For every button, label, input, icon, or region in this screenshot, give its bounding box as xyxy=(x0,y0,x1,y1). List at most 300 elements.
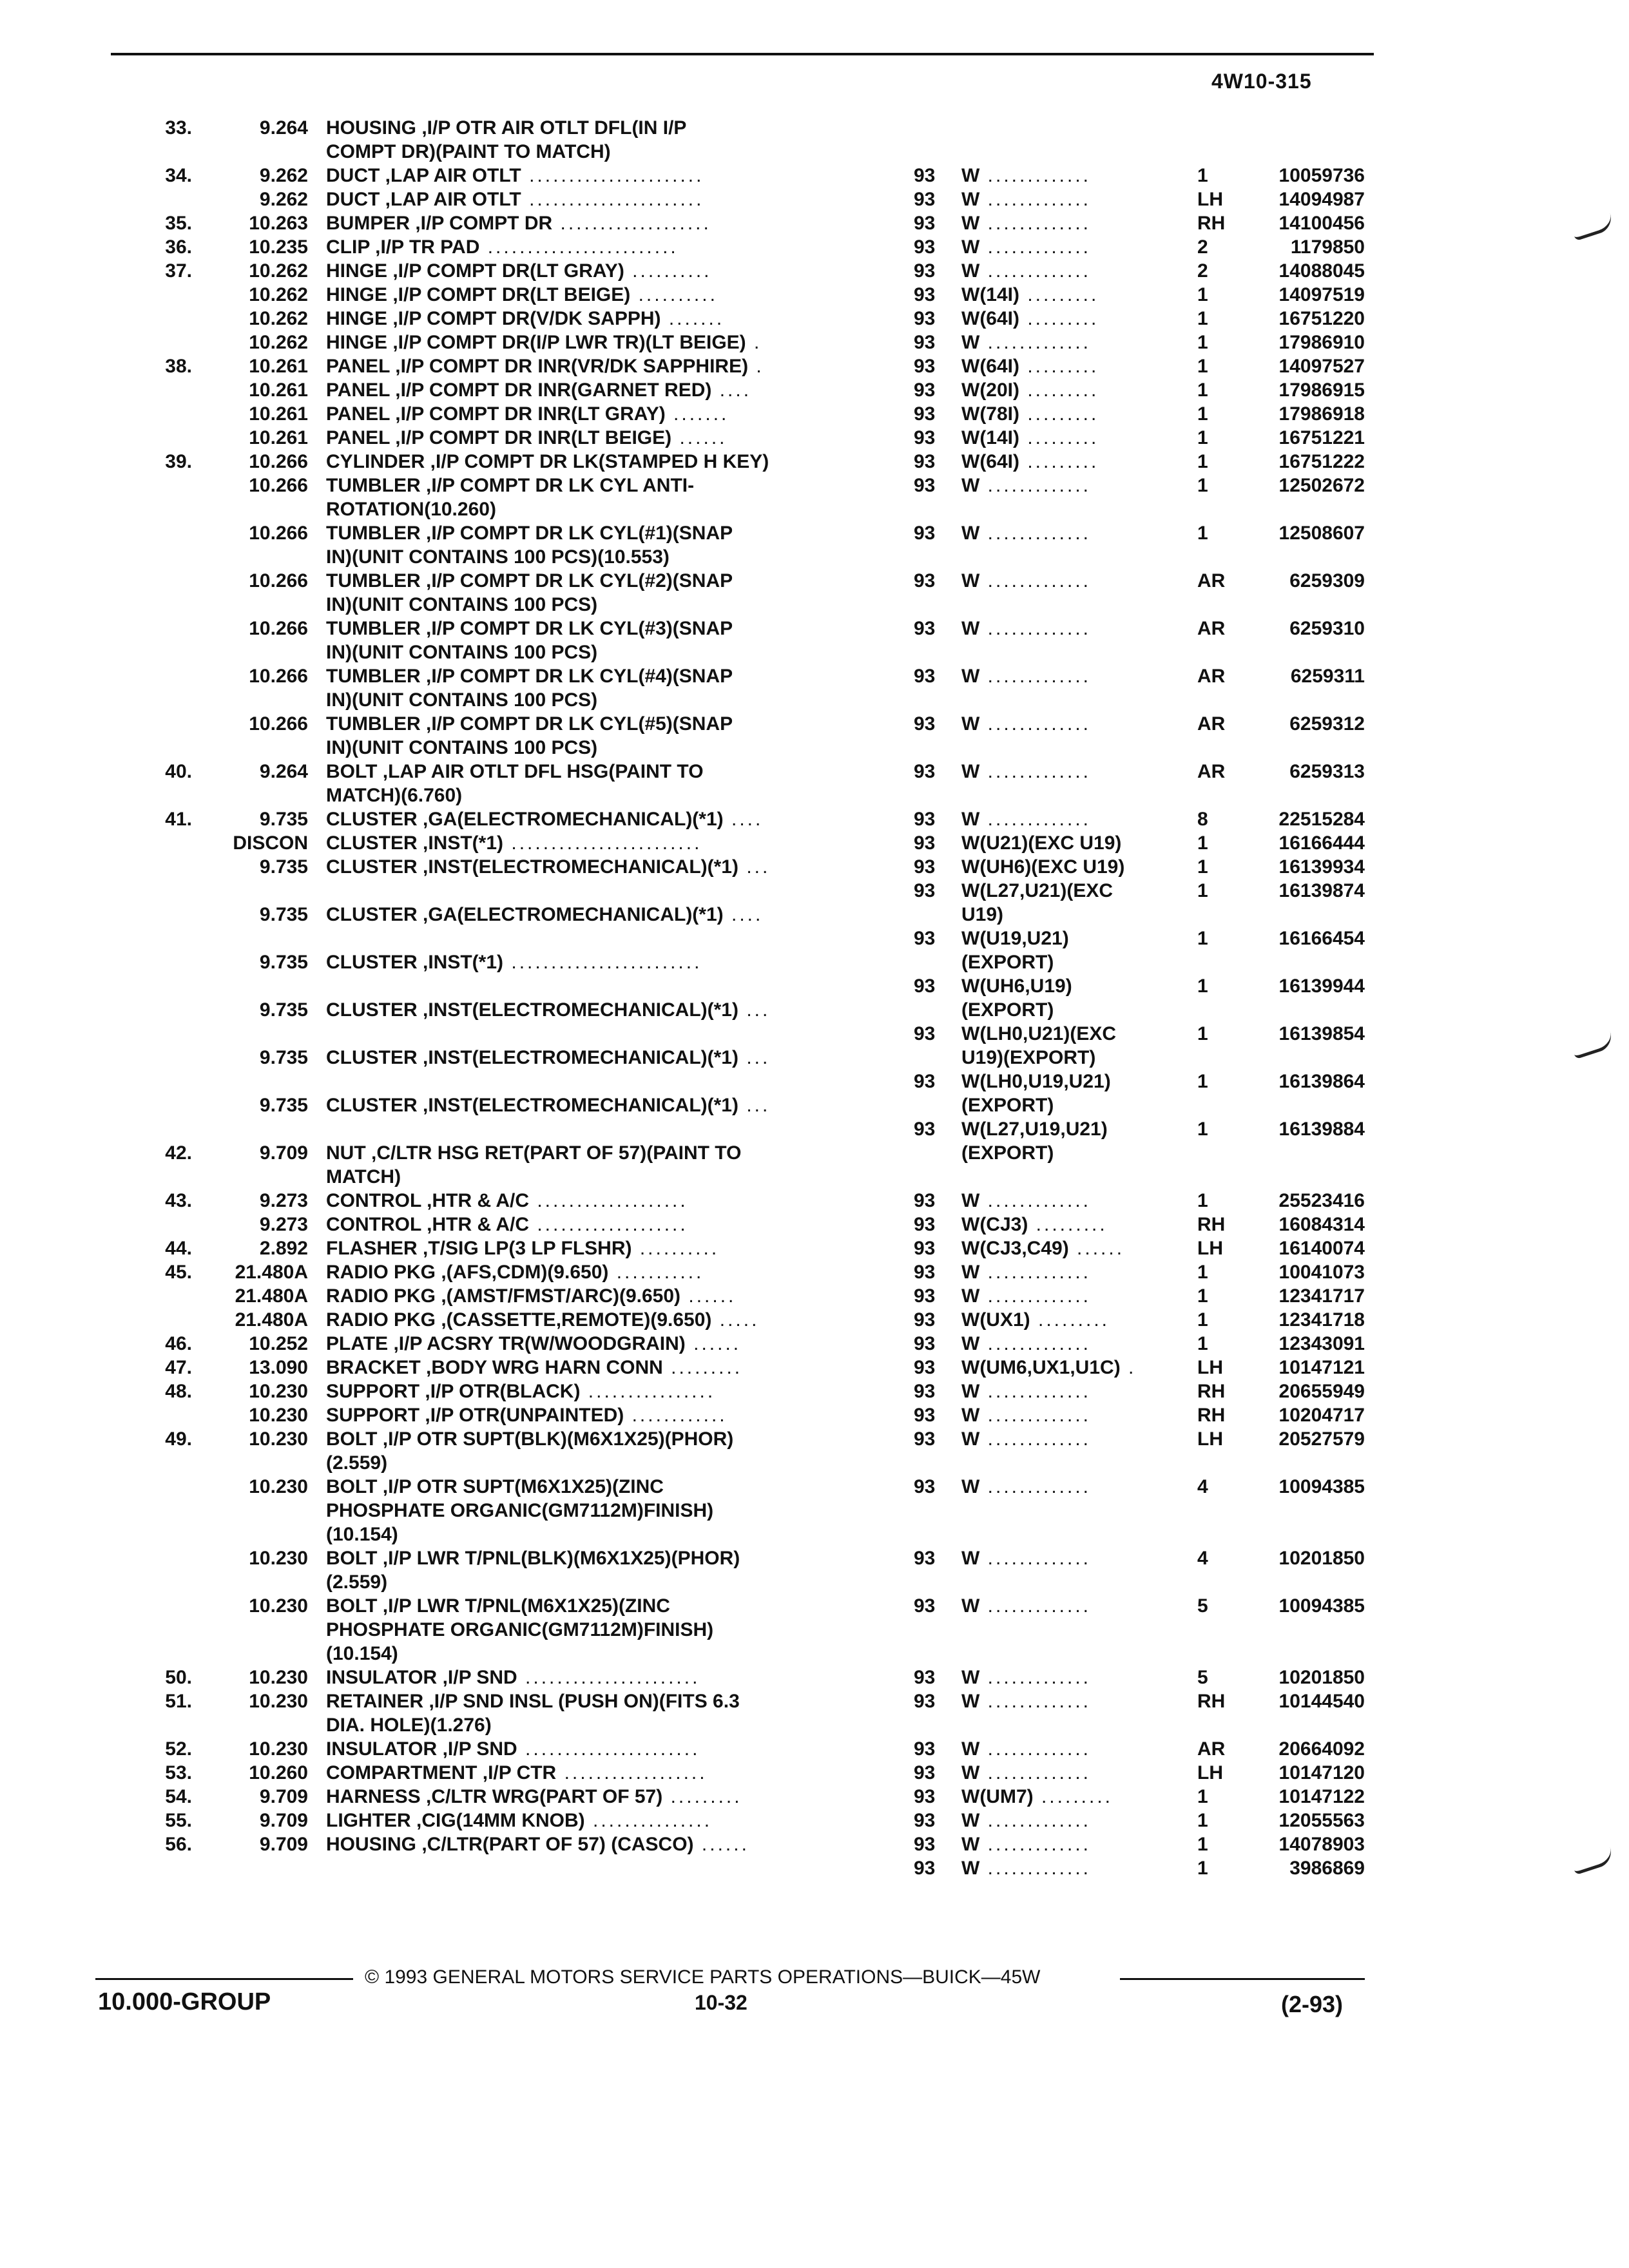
item-ref: 52. xyxy=(165,1738,192,1760)
table-row xyxy=(0,1546,1629,1617)
part-name: PANEL xyxy=(326,427,390,448)
group-number: 2.892 xyxy=(259,1238,308,1259)
part-description xyxy=(326,354,861,378)
quantity: 5 xyxy=(1197,1595,1208,1617)
quantity: LH xyxy=(1197,1762,1223,1783)
quantity: 4 xyxy=(1197,1548,1208,1569)
leader-dots: ............. xyxy=(979,332,1092,353)
leader-dots: . xyxy=(748,356,764,377)
group-number: 10.230 xyxy=(249,1738,308,1760)
footer-date: (2-93) xyxy=(1281,1991,1344,2017)
part-number: 14097519 xyxy=(1278,284,1365,305)
part-detail: ,I/P COMPT DR INR(LT GRAY) xyxy=(389,403,666,425)
part-name: CLUSTER xyxy=(326,856,418,878)
model-year: 93 xyxy=(914,1548,936,1569)
leader-dots: ... xyxy=(738,1047,771,1068)
group-number: 10.230 xyxy=(249,1405,308,1426)
part-detail: ,I/P COMPT DR LK CYL(#4)(SNAP IN)(UNIT CONTAINS 100 PCS) xyxy=(326,666,733,711)
page-id: 4W10-315 xyxy=(1211,70,1312,93)
part-description xyxy=(326,1666,861,1689)
body-code-text: W xyxy=(961,213,980,234)
group-number: 10.262 xyxy=(249,284,308,305)
part-detail: ,I/P OTR(UNPAINTED) xyxy=(419,1405,624,1426)
body-code xyxy=(961,1856,1206,1880)
quantity: AR xyxy=(1197,570,1226,591)
part-number: 20655949 xyxy=(1278,1381,1365,1402)
part-name: CONTROL xyxy=(326,1190,421,1211)
part-number: 6259310 xyxy=(1289,618,1365,639)
quantity: 1 xyxy=(1197,1834,1208,1855)
group-number: 9.709 xyxy=(259,1142,308,1164)
part-name: HOUSING xyxy=(326,117,417,139)
part-detail: ,LAP AIR OTLT xyxy=(380,189,521,210)
part-detail: ,I/P COMPT DR xyxy=(410,213,553,234)
item-ref: 38. xyxy=(165,356,192,377)
part-name: NUT xyxy=(326,1142,366,1164)
part-name: CLUSTER xyxy=(326,1095,418,1116)
part-detail: ,HTR & A/C xyxy=(421,1190,529,1211)
part-detail: ,I/P SND xyxy=(437,1738,517,1760)
leader-dots: . xyxy=(746,332,762,353)
part-number: 14097527 xyxy=(1278,356,1365,377)
group-number: 10.230 xyxy=(249,1691,308,1712)
item-ref: 34. xyxy=(165,165,192,186)
body-code-text: W xyxy=(961,1190,980,1211)
part-name: TUMBLER xyxy=(326,666,421,687)
part-description xyxy=(326,1809,861,1832)
group-number: 10.230 xyxy=(249,1548,308,1569)
part-description xyxy=(326,569,861,617)
part-description xyxy=(326,259,861,283)
part-name: RADIO PKG xyxy=(326,1309,436,1331)
part-detail: ,BODY WRG HARN CONN xyxy=(420,1357,663,1378)
body-code-text: W(20I) xyxy=(961,380,1019,401)
quantity: RH xyxy=(1197,213,1226,234)
footer-page-number: 10-32 xyxy=(695,1991,747,2014)
model-year: 93 xyxy=(914,1858,936,1879)
part-name: TUMBLER xyxy=(326,618,421,639)
part-number: 16139884 xyxy=(1278,1119,1365,1140)
model-year: 93 xyxy=(914,1262,936,1283)
quantity: 1 xyxy=(1197,975,1208,997)
part-name: PLATE xyxy=(326,1333,389,1354)
leader-dots: ......... xyxy=(1019,451,1099,472)
part-number: 12502672 xyxy=(1278,475,1365,496)
part-number: 6259309 xyxy=(1289,570,1365,591)
quantity: 1 xyxy=(1197,1309,1208,1331)
leader-dots: ............. xyxy=(979,1381,1092,1402)
part-description xyxy=(326,211,861,235)
leader-dots: ............. xyxy=(979,666,1092,687)
quantity: 1 xyxy=(1197,284,1208,305)
leader-dots: ............. xyxy=(979,1810,1092,1831)
part-description xyxy=(326,402,861,426)
part-detail: ,I/P COMPT DR INR(GARNET RED) xyxy=(389,380,712,401)
part-detail: ,I/P OTR AIR OTLT DFL(IN I/P COMPT DR)(PAINT TO MATCH) xyxy=(326,117,687,162)
quantity: 1 xyxy=(1197,380,1208,401)
group-number: 10.230 xyxy=(249,1667,308,1688)
quantity: 1 xyxy=(1197,856,1208,878)
table-row xyxy=(0,1475,1629,1569)
body-code-text: W xyxy=(961,1333,980,1354)
body-code-text: W(UX1) xyxy=(961,1309,1030,1331)
item-ref: 50. xyxy=(165,1667,192,1688)
group-number: 10.252 xyxy=(249,1333,308,1354)
leader-dots: ............. xyxy=(979,1834,1092,1855)
leader-dots: ............. xyxy=(979,1285,1092,1307)
leader-dots: ............. xyxy=(979,1548,1092,1569)
leader-dots: ................... xyxy=(529,1190,688,1211)
model-year: 93 xyxy=(914,856,936,878)
footer-copyright: © 1993 GENERAL MOTORS SERVICE PARTS OPERATIONS—BUICK—45W xyxy=(365,1966,1041,1988)
part-number: 14100456 xyxy=(1278,213,1365,234)
leader-dots: ............. xyxy=(979,1333,1092,1354)
part-description xyxy=(326,1189,861,1213)
part-name: CLUSTER xyxy=(326,809,418,830)
quantity: 1 xyxy=(1197,1285,1208,1307)
part-name: INSULATOR xyxy=(326,1667,438,1688)
model-year: 93 xyxy=(914,618,936,639)
part-description xyxy=(326,283,861,307)
part-number: 12508607 xyxy=(1278,523,1365,544)
quantity: 1 xyxy=(1197,1119,1208,1140)
part-description xyxy=(326,1332,861,1356)
part-detail: ,I/P OTR(BLACK) xyxy=(419,1381,581,1402)
model-year: 93 xyxy=(914,1691,936,1712)
part-number: 10059736 xyxy=(1278,165,1365,186)
model-year: 93 xyxy=(914,189,936,210)
group-number: 10.235 xyxy=(249,236,308,258)
footer-rule-left xyxy=(95,1978,353,1980)
quantity: 1 xyxy=(1197,832,1208,854)
group-number: 10.230 xyxy=(249,1381,308,1402)
leader-dots: ...... xyxy=(680,1285,737,1307)
leader-dots: ......... xyxy=(1030,1309,1110,1331)
quantity: 1 xyxy=(1197,1071,1208,1092)
model-year: 93 xyxy=(914,1428,936,1450)
part-name: CLUSTER xyxy=(326,832,418,854)
model-year: 93 xyxy=(914,308,936,329)
item-ref: 48. xyxy=(165,1381,192,1402)
part-detail: ,GA(ELECTROMECHANICAL)(*1) xyxy=(417,904,724,925)
quantity: 1 xyxy=(1197,427,1208,448)
part-description xyxy=(326,1141,861,1189)
model-year: 93 xyxy=(914,832,936,854)
leader-dots: .................. xyxy=(556,1762,708,1783)
body-code-text: W(14I) xyxy=(961,427,1019,448)
part-description xyxy=(326,474,861,521)
part-name: BOLT xyxy=(326,1548,378,1569)
quantity: RH xyxy=(1197,1381,1226,1402)
table-row xyxy=(0,164,1629,210)
body-code-text: W xyxy=(961,189,980,210)
body-code-text: W xyxy=(961,165,980,186)
model-year: 93 xyxy=(914,809,936,830)
footer-rule-right xyxy=(1120,1978,1365,1980)
model-year: 93 xyxy=(914,213,936,234)
leader-dots: ...... xyxy=(671,427,728,448)
leader-dots: ............. xyxy=(979,1667,1092,1688)
model-year: 93 xyxy=(914,427,936,448)
part-detail: ,I/P SND INSL (PUSH ON)(FITS 6.3 DIA. HOLE)(1.276) xyxy=(326,1691,740,1736)
leader-dots: .......... xyxy=(631,1238,720,1259)
part-description xyxy=(326,331,861,354)
part-number: 10201850 xyxy=(1278,1548,1365,1569)
quantity: 4 xyxy=(1197,1476,1208,1497)
part-number: 16139934 xyxy=(1278,856,1365,878)
model-year: 93 xyxy=(914,1381,936,1402)
part-number: 16140074 xyxy=(1278,1238,1365,1259)
part-number: 10147122 xyxy=(1278,1786,1365,1807)
leader-dots: ......... xyxy=(1019,427,1099,448)
model-year: 93 xyxy=(914,1810,936,1831)
part-name: RADIO PKG xyxy=(326,1285,436,1307)
model-year: 93 xyxy=(914,1285,936,1307)
model-year: 93 xyxy=(914,1834,936,1855)
part-detail: ,I/P COMPT DR(I/P LWR TR)(LT BEIGE) xyxy=(387,332,746,353)
leader-dots: ................ xyxy=(580,1381,716,1402)
leader-dots: ...................... xyxy=(521,165,704,186)
group-number: 9.709 xyxy=(259,1810,308,1831)
table-row xyxy=(0,998,1629,1068)
body-code-text: W xyxy=(961,1762,980,1783)
part-description xyxy=(326,712,861,760)
part-description xyxy=(326,1260,861,1284)
leader-dots: .......... xyxy=(630,284,718,305)
part-description xyxy=(326,307,861,331)
part-detail: ,I/P COMPT DR LK CYL(#3)(SNAP IN)(UNIT CONTAINS 100 PCS) xyxy=(326,618,733,663)
leader-dots: ......... xyxy=(662,1786,742,1807)
group-number: 10.261 xyxy=(249,356,308,377)
model-year: 93 xyxy=(914,1023,936,1044)
quantity: 1 xyxy=(1197,332,1208,353)
model-year: 93 xyxy=(914,1071,936,1092)
leader-dots: ......... xyxy=(1019,308,1099,329)
leader-dots: ...................... xyxy=(521,189,704,210)
body-code-text: W xyxy=(961,523,980,544)
group-number: 9.262 xyxy=(259,165,308,186)
part-name: HOUSING xyxy=(326,1834,417,1855)
leader-dots: ............. xyxy=(979,809,1092,830)
part-name: COMPARTMENT xyxy=(326,1762,477,1783)
part-detail: ,GA(ELECTROMECHANICAL)(*1) xyxy=(417,809,724,830)
group-number: 21.480A xyxy=(235,1262,308,1283)
quantity: 1 xyxy=(1197,1023,1208,1044)
quantity: LH xyxy=(1197,1238,1223,1259)
group-number: DISCON xyxy=(233,832,308,854)
model-year: 93 xyxy=(914,356,936,377)
part-description xyxy=(326,1546,861,1594)
quantity: 1 xyxy=(1197,928,1208,949)
body-code-text: W xyxy=(961,332,980,353)
group-number: 9.735 xyxy=(259,1047,308,1068)
group-number: 9.735 xyxy=(259,999,308,1021)
item-ref: 55. xyxy=(165,1810,192,1831)
part-name: CLUSTER xyxy=(326,952,418,973)
leader-dots: ............. xyxy=(979,165,1092,186)
part-detail: ,C/LTR WRG(PART OF 57) xyxy=(420,1786,663,1807)
table-row xyxy=(0,1427,1629,1497)
part-description xyxy=(326,807,861,831)
model-year: 93 xyxy=(914,1786,936,1807)
leader-dots: ............. xyxy=(979,189,1092,210)
part-description xyxy=(326,950,861,974)
table-row xyxy=(0,521,1629,591)
leader-dots: ......... xyxy=(1033,1786,1113,1807)
group-number: 10.262 xyxy=(249,308,308,329)
group-number: 10.266 xyxy=(249,451,308,472)
leader-dots: ............. xyxy=(979,1405,1092,1426)
item-ref: 35. xyxy=(165,213,192,234)
part-description xyxy=(326,831,861,855)
model-year: 93 xyxy=(914,1738,936,1760)
part-name: PANEL xyxy=(326,403,390,425)
group-number: 10.263 xyxy=(249,213,308,234)
group-number: 9.735 xyxy=(259,952,308,973)
model-year: 93 xyxy=(914,570,936,591)
group-number: 9.264 xyxy=(259,117,308,139)
group-number: 10.230 xyxy=(249,1428,308,1450)
part-detail: ,I/P COMPT DR INR(VR/DK SAPPHIRE) xyxy=(389,356,749,377)
quantity: 1 xyxy=(1197,308,1208,329)
part-number: 1179850 xyxy=(1290,236,1365,258)
model-year: 93 xyxy=(914,928,936,949)
part-number: 17986918 xyxy=(1278,403,1365,425)
body-code-text: W(UM7) xyxy=(961,1786,1034,1807)
leader-dots: ........................ xyxy=(479,236,679,258)
table-row xyxy=(0,617,1629,687)
body-code-text: W xyxy=(961,1595,980,1617)
model-year: 93 xyxy=(914,1405,936,1426)
item-ref: 40. xyxy=(165,761,192,782)
group-number: 9.709 xyxy=(259,1834,308,1855)
part-name: HINGE xyxy=(326,284,388,305)
body-code-text: W xyxy=(961,236,980,258)
leader-dots: ...... xyxy=(1068,1238,1125,1259)
part-number: 17986910 xyxy=(1278,332,1365,353)
body-code-text: W xyxy=(961,761,980,782)
part-description xyxy=(326,1236,861,1260)
part-description xyxy=(326,235,861,259)
leader-dots: ...................... xyxy=(517,1667,700,1688)
part-number: 16084314 xyxy=(1278,1214,1365,1235)
part-description xyxy=(326,664,861,712)
part-number: 16139854 xyxy=(1278,1023,1365,1044)
part-description xyxy=(326,1475,861,1546)
model-year: 93 xyxy=(914,165,936,186)
part-name: DUCT xyxy=(326,165,380,186)
quantity: LH xyxy=(1197,1357,1223,1378)
part-description xyxy=(326,1403,861,1427)
part-number: 12055563 xyxy=(1278,1810,1365,1831)
part-name: BUMPER xyxy=(326,213,410,234)
part-number: 20527579 xyxy=(1278,1428,1365,1450)
leader-dots: ............. xyxy=(979,1428,1092,1450)
part-detail: ,I/P COMPT DR LK CYL(#1)(SNAP IN)(UNIT CONTAINS 100 PCS)(10.553) xyxy=(326,523,733,568)
group-number: 9.262 xyxy=(259,189,308,210)
part-detail: ,I/P OTR SUPT(BLK)(M6X1X25)(PHOR) (2.559) xyxy=(326,1428,734,1474)
part-name: CLUSTER xyxy=(326,1047,418,1068)
part-name: HINGE xyxy=(326,308,388,329)
part-name: CYLINDER xyxy=(326,451,425,472)
part-name: INSULATOR xyxy=(326,1738,438,1760)
quantity: AR xyxy=(1197,666,1226,687)
leader-dots: ......... xyxy=(1019,356,1099,377)
group-number: 9.273 xyxy=(259,1190,308,1211)
part-number: 10094385 xyxy=(1278,1595,1365,1617)
body-code-text: W(UH6,U19) (EXPORT) xyxy=(961,975,1072,1021)
group-number: 21.480A xyxy=(235,1309,308,1331)
table-row xyxy=(0,1189,1629,1235)
leader-dots: ............... xyxy=(584,1810,713,1831)
model-year: 93 xyxy=(914,1238,936,1259)
part-name: HINGE xyxy=(326,332,388,353)
model-year: 93 xyxy=(914,1214,936,1235)
part-detail: ,I/P COMPT DR(V/DK SAPPH) xyxy=(387,308,661,329)
model-year: 93 xyxy=(914,475,936,496)
part-name: TUMBLER xyxy=(326,523,421,544)
group-number: 10.262 xyxy=(249,260,308,282)
leader-dots: ............. xyxy=(979,475,1092,496)
leader-dots: ............. xyxy=(979,1262,1092,1283)
group-number: 10.262 xyxy=(249,332,308,353)
part-name: DUCT xyxy=(326,189,380,210)
part-detail: ,(CASSETTE,REMOTE)(9.650) xyxy=(436,1309,712,1331)
part-description xyxy=(326,1284,861,1308)
item-ref: 37. xyxy=(165,260,192,282)
part-description xyxy=(326,1761,861,1785)
part-description xyxy=(326,1689,861,1737)
item-ref: 33. xyxy=(165,117,192,139)
part-detail: ,I/P LWR T/PNL(BLK)(M6X1X25)(PHOR) (2.559) xyxy=(326,1548,740,1593)
part-number: 16751221 xyxy=(1278,427,1365,448)
model-year: 93 xyxy=(914,1357,936,1378)
part-number: 10041073 xyxy=(1278,1262,1365,1283)
group-number: 10.266 xyxy=(249,523,308,544)
part-number: 10094385 xyxy=(1278,1476,1365,1497)
model-year: 93 xyxy=(914,260,936,282)
body-code-text: W xyxy=(961,1548,980,1569)
group-number: 10.261 xyxy=(249,427,308,448)
part-description xyxy=(326,855,861,879)
part-description xyxy=(326,1737,861,1761)
body-code-text: W(U19,U21) (EXPORT) xyxy=(961,928,1069,973)
group-number: 9.735 xyxy=(259,856,308,878)
leader-dots: ...... xyxy=(685,1333,742,1354)
model-year: 93 xyxy=(914,1667,936,1688)
part-number: 6259313 xyxy=(1289,761,1365,782)
body-code-text: W(64I) xyxy=(961,451,1019,472)
part-number: 3986869 xyxy=(1289,1858,1365,1879)
part-detail: ,I/P OTR SUPT(M6X1X25)(ZINC PHOSPHATE ORGANIC(GM7112M)FINISH) (10.154) xyxy=(326,1476,714,1545)
part-number: 16139944 xyxy=(1278,975,1365,997)
top-rule xyxy=(111,53,1374,55)
part-name: CLUSTER xyxy=(326,999,418,1021)
body-code-text: W xyxy=(961,1810,980,1831)
part-number: 14088045 xyxy=(1278,260,1365,282)
part-name: CLIP xyxy=(326,236,370,258)
part-name: HINGE xyxy=(326,260,388,282)
part-detail: ,(AFS,CDM)(9.650) xyxy=(436,1262,609,1283)
leader-dots: ............. xyxy=(979,1595,1092,1617)
part-detail: ,LAP AIR OTLT DFL HSG(PAINT TO MATCH)(6.760) xyxy=(326,761,704,806)
body-code-text: W(UH6)(EXC U19) xyxy=(961,856,1125,878)
leader-dots: ............. xyxy=(979,713,1092,735)
part-description xyxy=(326,1046,861,1070)
leader-dots: ............. xyxy=(979,1691,1092,1712)
part-detail: ,INST(ELECTROMECHANICAL)(*1) xyxy=(417,856,738,878)
leader-dots: ...................... xyxy=(517,1738,700,1760)
